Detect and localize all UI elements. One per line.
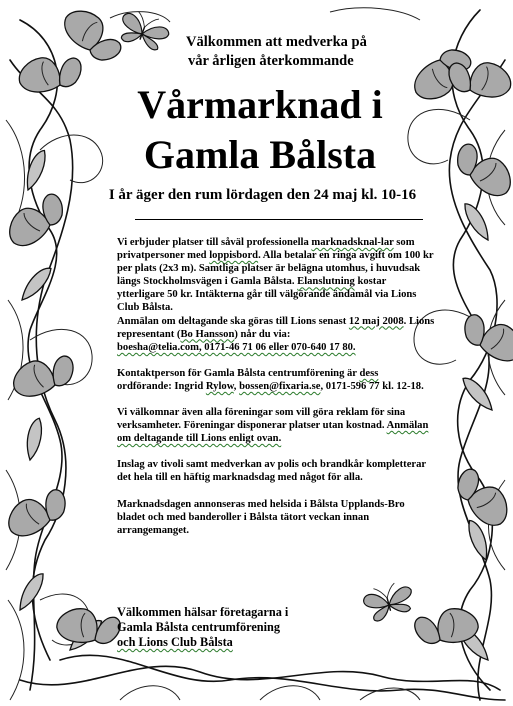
email-link[interactable]: bossen@fixaria.se <box>239 380 321 392</box>
paragraph-offer: Vi erbjuder platser till såväl professionella marknadsknal-lar som privatpersoner med loppisbord. Alla betalar en ringa avgift om 100 kr per plats (2x3 m). Samtliga platser är belägna utomhus, i huvudsak längs Stockholmsvägen i Gamla Bålsta. Elanslutning kostar ytterligare 50 kr. Intäkterna går till välgörande ändamål via Lions Club Bålsta. <box>117 237 434 314</box>
paragraph-associations: Vi välkomnar även alla föreningar som vill göra reklam för sina verksamheter. Föreningar disponerar platser utan kostnad. Anmälan om deltagande till Lions enligt ovan. <box>117 407 429 445</box>
title-line: Gamla Bålsta <box>143 132 377 177</box>
paragraph-contact: Kontaktperson för Gamla Bålsta centrumförening är dess ordförande: Ingrid Rylow, bossen@fixaria.se, 0171-596 77 kl. 12-18. <box>117 367 424 392</box>
welcome-heading <box>186 33 406 71</box>
title-line: Vårmarknad i <box>137 82 383 127</box>
welcome-line: vår årligen återkommande <box>188 53 354 69</box>
closing-line: Välkommen hälsar företagarna i <box>117 605 289 619</box>
contact-details: boesha@telia.com, 0171-46 71 06 eller 070-640 17 80. <box>117 341 356 353</box>
welcome-line: Välkommen att medverka på <box>186 34 367 50</box>
closing-greeting <box>117 605 377 650</box>
event-date-line: I år äger den rum lördagen den 24 maj kl. 10-16 <box>108 187 417 203</box>
butterfly-icon <box>116 7 173 54</box>
divider <box>135 219 423 220</box>
body-text <box>117 236 435 537</box>
paragraph-registration: Anmälan om deltagande ska göras till Lions senast 12 maj 2008. Lions representant (Bo Hansson) når du via: boesha@telia.com, 0171-46 71 06 eller 070-640 17 80. <box>117 315 435 353</box>
closing-line: Gamla Bålsta centrumförening <box>117 620 281 634</box>
event-title <box>120 80 400 180</box>
paragraph-activities: Inslag av tivoli samt medverkan av polis och brandkår kompletterar det hela till en häftig marknadsdag med något för alla. <box>117 459 426 484</box>
closing-line: och Lions Club Bålsta <box>117 635 233 649</box>
paragraph-advertising: Marknadsdagen annonseras med helsida i Bålsta Upplands-Bro bladet och med banderoller i Bålsta tätort veckan innan arrangemanget. <box>117 498 405 536</box>
